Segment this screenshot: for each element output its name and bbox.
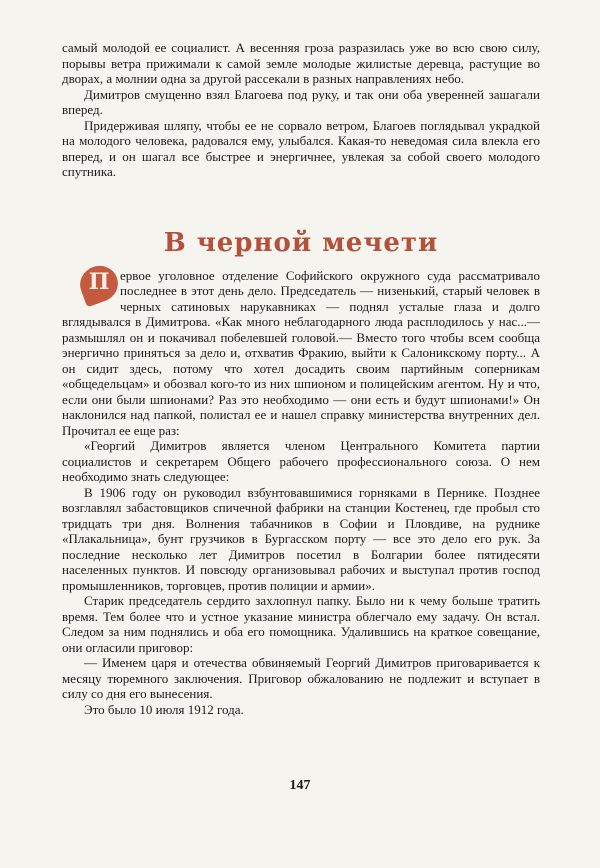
intro-paragraph-1: самый молодой ее социалист. А весенняя гроза разразилась уже во всю свою силу, порывы ветра прижимали к самой земле молодые жилистые деревца, растущие во дворах, а молнии одна за другой рассекали в разных направлениях небо. — [62, 40, 540, 86]
chapter-paragraph-3: В 1906 году он руководил взбунтовавшимися горняками в Пернике. Позднее возглавлял забастовщиков спичечной фабрики на станции Костенец, где пробыл сто тридцать три дня. Волнения табачников в Софии и Пловдиве, на руднике «Плакальница», бунт грузчиков в Бургасском порту — все это дело его рук. За последние несколько лет Димитров посетил в Болгарии более пятидесяти населенных пунктов. И повсюду организовывал рабочих и выступал против господ промышленников, торговцев, против полиции и армии». — [62, 484, 540, 593]
page-number: 147 — [289, 778, 311, 793]
intro-paragraph-2: Димитров смущенно взял Благоева под руку, и так они оба уверенней зашагали вперед. — [62, 86, 540, 117]
chapter-paragraph-6: Это было 10 июля 1912 года. — [84, 701, 244, 717]
dropcap-letter: П — [88, 268, 110, 295]
dropcap — [62, 262, 120, 308]
chapter-paragraph-1: ервое уголовное отделение Софийского окружного суда рассматривало последнее в этот день дело. Председатель — низенький, старый человек в черных сатиновых нарукавниках — поднял усталые глаза и долго вглядывался в Димитрова. «Как много неблагодарного люда расплодилось у нас...— размышлял он и покачивал побелевшей головой.— Вместо того чтобы всем сообща энергично приняться за дело и, отхватив Фракию, выйти к Салоникскому порту... А он сидит здесь, потому что хотел досадить своим партийным соперникам «общедельцам» и обозвал кого-то из них шпионом и полицейским агентом. Ну и что, если они были шпионами? Раз это необходимо — они есть и будут шпионами!» Он наклонился над папкой, полистал ее и нашел справку министерства внутренних дел. Прочитал ее еще раз: — [62, 267, 540, 438]
page-body — [62, 40, 540, 717]
chapter-paragraph-5: — Именем царя и отечества обвиняемый Георгий Димитров приговаривается к месяцу тюремного заключения. Приговор обжалованию не подлежит и вступает в силу со дня его вынесения. — [62, 655, 540, 701]
chapter-paragraph-4: Старик председатель сердито захлопнул папку. Было ни к чему больше тратить время. Тем более что и устное указание министра облегчало ему задачу. Он встал. Следом за ним поднялись и оба его помощника. Удалившись на краткое совещание, они огласили приговор: — [62, 593, 540, 655]
chapter-title: В черной мечети — [163, 227, 439, 258]
chapter-paragraph-2: «Георгий Димитров является членом Центрального Комитета партии социалистов и секретарем Общего рабочего профессионального союза. О нем необходимо знать следующее: — [62, 438, 540, 484]
intro-paragraph-3: Придерживая шляпу, чтобы ее не сорвало ветром, Благоев поглядывал украдкой на молодого человека, радовался ему, улыбался. Какая-то неведомая сила влекла его вперед, и он шагал все быстрее и энергичнее, увлекая за собой своего молодого спутника. — [62, 117, 540, 179]
